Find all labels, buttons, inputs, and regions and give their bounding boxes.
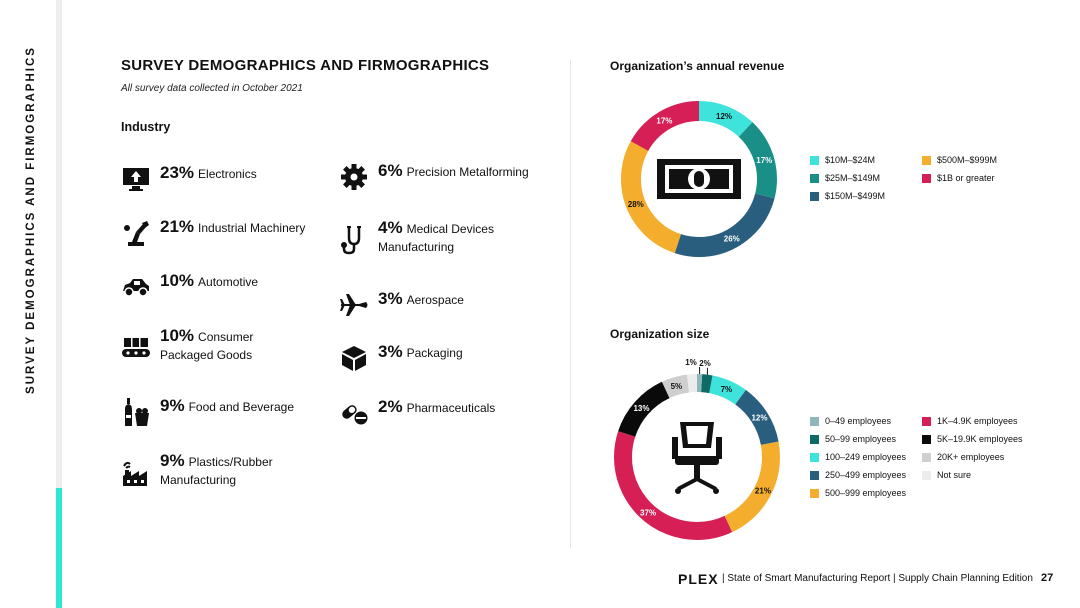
- industry-pct: 3%: [378, 289, 403, 308]
- industry-label: Packaging: [406, 346, 463, 360]
- legend-swatch: [810, 192, 819, 201]
- donut-label-1b-or-greater: 17%: [656, 116, 673, 126]
- legend-item-100-249-employees: [810, 452, 906, 462]
- industry-label-line2: Packaged Goods: [160, 348, 253, 362]
- legend-label: $150M–$499M: [825, 191, 886, 201]
- donut-label-150m-499m: 26%: [723, 234, 740, 244]
- donut-label-500m-999m: 28%: [627, 200, 644, 210]
- robot-arm-icon: [120, 218, 152, 248]
- industry-pct: 21%: [160, 217, 195, 236]
- legend-label: 5K–19.9K employees: [937, 434, 1023, 444]
- industry-pct: 6%: [378, 161, 403, 180]
- industry-pct: 9%: [160, 451, 185, 470]
- legend-item-10m-24m: [810, 155, 875, 165]
- donut-label-25m-149m: 17%: [756, 156, 773, 166]
- industry-item-packaging: [338, 343, 463, 373]
- page-title: SURVEY DEMOGRAPHICS AND FIRMOGRAPHICS: [121, 57, 490, 74]
- footer-text: | State of Smart Manufacturing Report | Supply Chain Planning Edition: [722, 573, 1033, 584]
- revenue-chart-title: Organization’s annual revenue: [610, 59, 785, 73]
- legend-swatch: [922, 435, 931, 444]
- legend-item-500m-999m: [922, 155, 997, 165]
- legend-label: $25M–$149M: [825, 173, 881, 183]
- industry-pct: 9%: [160, 396, 185, 415]
- legend-item-1b-or-greater: [922, 173, 995, 183]
- factory-icon: [120, 458, 152, 488]
- industry-pct: 3%: [378, 342, 403, 361]
- legend-swatch: [810, 435, 819, 444]
- donut-label-10m-24m: 12%: [716, 111, 733, 121]
- car-icon: [120, 272, 152, 302]
- industry-pct: 23%: [160, 163, 195, 182]
- office-chair-icon: [672, 422, 722, 494]
- stethoscope-icon: [338, 225, 370, 255]
- industry-pct: 2%: [378, 397, 403, 416]
- industry-label: Food and Beverage: [188, 400, 294, 414]
- legend-label: $10M–$24M: [825, 155, 876, 165]
- industry-label: Pharmaceuticals: [406, 401, 496, 415]
- pills-icon: [338, 398, 370, 428]
- industry-label: Electronics: [198, 167, 257, 181]
- industry-item-food-and-beverage: [120, 397, 294, 427]
- size-chart-title: Organization size: [610, 327, 710, 341]
- industry-label: Precision Metalforming: [406, 165, 529, 179]
- legend-item-20k-employees: [922, 452, 1004, 462]
- bottles-icon: [120, 397, 152, 427]
- legend-item-25m-149m: [810, 173, 880, 183]
- donut-label-250-499-employees: 12%: [751, 413, 768, 423]
- legend-item-500-999-employees: [810, 488, 906, 498]
- legend-item-0-49-employees: [810, 416, 891, 426]
- page-number: 27: [1041, 572, 1054, 584]
- industry-heading: Industry: [121, 120, 171, 134]
- legend-label: 1K–4.9K employees: [937, 416, 1018, 426]
- industry-item-aerospace: [338, 290, 464, 320]
- legend-swatch: [810, 471, 819, 480]
- legend-item-not-sure: [922, 470, 971, 480]
- industry-item-industrial-machinery: [120, 218, 305, 248]
- page-subtitle: All survey data collected in October 2021: [121, 83, 303, 94]
- legend-swatch: [922, 156, 931, 165]
- conveyor-icon: [120, 333, 152, 363]
- legend-item-5k-19-9k-employees: [922, 434, 1023, 444]
- donut-label-1k-4-9k-employees: 37%: [640, 508, 657, 518]
- legend-swatch: [810, 417, 819, 426]
- donut-label-500-999-employees: 21%: [754, 486, 771, 496]
- legend-swatch: [922, 471, 931, 480]
- legend-label: $1B or greater: [937, 173, 995, 183]
- size-donut-chart: [608, 358, 783, 550]
- industry-label: Consumer: [198, 330, 254, 344]
- legend-item-50-99-employees: [810, 434, 896, 444]
- donut-label-20k-employees: 5%: [670, 381, 683, 391]
- legend-label: 50–99 employees: [825, 434, 897, 444]
- legend-label: 250–499 employees: [825, 470, 907, 480]
- legend-label: $500M–$999M: [937, 155, 998, 165]
- donut-label-5k-19-9k-employees: 13%: [633, 404, 650, 414]
- legend-label: 100–249 employees: [825, 452, 907, 462]
- industry-label: Medical Devices: [406, 222, 494, 236]
- legend-label: Not sure: [937, 470, 972, 480]
- airplane-icon: [338, 290, 370, 320]
- monitor-upload-icon: [120, 164, 152, 194]
- donut-label-100-249-employees: 7%: [720, 385, 733, 395]
- industry-label: Industrial Machinery: [198, 221, 306, 235]
- industry-item-pharmaceuticals: [338, 398, 495, 428]
- legend-swatch: [810, 489, 819, 498]
- legend-swatch: [810, 453, 819, 462]
- revenue-donut-chart: [620, 92, 790, 270]
- legend-item-150m-499m: [810, 191, 885, 201]
- gear-icon: [338, 162, 370, 192]
- donut-label-0-49-employees: 1%: [685, 358, 697, 368]
- industry-item-plastics-rubber: [120, 452, 273, 489]
- industry-label-line2: Manufacturing: [160, 473, 237, 487]
- side-rail-accent: [56, 488, 62, 608]
- legend-item-250-499-employees: [810, 470, 906, 480]
- legend-swatch: [810, 156, 819, 165]
- industry-item-electronics: [120, 164, 257, 194]
- box-icon: [338, 343, 370, 373]
- legend-label: 0–49 employees: [825, 416, 892, 426]
- money-bill-icon: [657, 159, 741, 199]
- legend-label: 500–999 employees: [825, 488, 907, 498]
- industry-item-medical-devices: [338, 219, 494, 256]
- legend-swatch: [810, 174, 819, 183]
- industry-item-consumer-packaged-goods: [120, 327, 253, 364]
- industry-label: Plastics/Rubber: [188, 455, 273, 469]
- industry-pct: 10%: [160, 326, 195, 345]
- column-divider: [570, 60, 571, 548]
- industry-label: Aerospace: [406, 293, 464, 307]
- industry-pct: 10%: [160, 271, 195, 290]
- plex-logo: PLEX: [678, 571, 719, 587]
- industry-pct: 4%: [378, 218, 403, 237]
- industry-label-line2: Manufacturing: [378, 240, 455, 254]
- industry-item-automotive: [120, 272, 258, 302]
- legend-swatch: [922, 174, 931, 183]
- donut-label-50-99-employees: 2%: [699, 358, 711, 368]
- industry-label: Automotive: [198, 275, 259, 289]
- legend-swatch: [922, 453, 931, 462]
- legend-swatch: [922, 417, 931, 426]
- legend-item-1k-4-9k-employees: [922, 416, 1018, 426]
- industry-item-precision-metalforming: [338, 162, 529, 192]
- legend-label: 20K+ employees: [937, 452, 1005, 462]
